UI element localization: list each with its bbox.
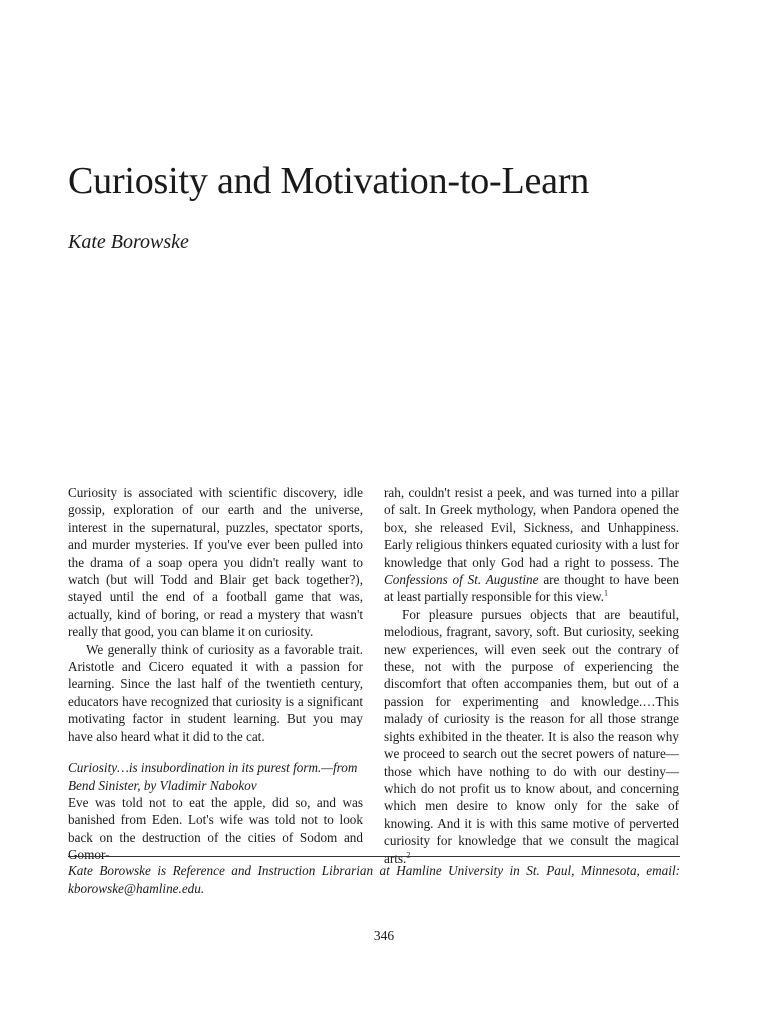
quote-text: For pleasure pursues objects that are beautiful, melodious, fragrant, savory, soft. But curiosity, seeking new experiences, will even seek out the contrary of these, not with the purpose of experiencing the discomfort that often accompanies them, but out of a passion for experimenting and knowledge.…This malady of curiosity is the reason for all those strange sights exhibited in the theater. It is also the reason why we proceed to search out the secret powers of nature—those which have nothing to do with our destiny—which do not profit us to know about, and concerning which men desire to know only for the sake of knowing. And it is with this same motive of perverted curiosity for knowledge that we consult the magical arts.	[384, 606, 679, 866]
block-quote	[384, 606, 679, 867]
article-title: Curiosity and Motivation-to-Learn	[68, 160, 590, 202]
body-paragraph	[384, 484, 679, 606]
footnote-divider	[68, 856, 680, 857]
right-column	[384, 484, 679, 867]
footnote-marker: 2	[406, 850, 411, 860]
page-number: 346	[373, 928, 395, 943]
author-footnote: Kate Borowske is Reference and Instruction Librarian at Hamline University in St. Paul, Minnesota, email: kborowske@hamline.edu.	[68, 863, 680, 896]
body-paragraph: Eve was told not to eat the apple, did so, and was banished from Eden. Lot's wife was told not to look back on the destruction of the cities of Sodom and Gomor-	[68, 794, 363, 863]
body-paragraph: Curiosity is associated with scientific discovery, idle gossip, exploration of our earth and the universe, interest in the supernatural, puzzles, spectator sports, and murder mysteries. If you've ever been pulled into the drama of a soap opera you didn't really want to watch (but will Todd and Blair get back together?), stayed until the end of a football game that was, actually, kind of boring, or read a mystery that wasn't really that good, you can blame it on curiosity.	[68, 485, 363, 640]
epigraph: Curiosity…is insubordination in its purest form.—from Bend Sinister, by Vladimir Nabokov	[68, 760, 358, 793]
footnote-marker: 1	[603, 589, 608, 599]
body-paragraph: We generally think of curiosity as a favorable trait. Aristotle and Cicero equated it with a passion for learning. Since the last half of the twentieth century, educators have recognized that curiosity is a significant motivating factor in student learning. But you may have also heard what it did to the cat.	[68, 641, 363, 744]
book-title: Confessions of St. Augustine	[384, 572, 539, 588]
body-text: are thought to have been at least partially responsible for this view.	[384, 572, 679, 605]
body-text: rah, couldn't resist a peek, and was turned into a pillar of salt. In Greek mythology, when Pandora opened the box, she released Evil, Sickness, and Unhappiness. Early religious thinkers equated curiosity with a lust for knowledge that only God had a right to possess. The	[384, 485, 679, 570]
left-column	[68, 484, 363, 864]
author-name: Kate Borowske	[68, 231, 189, 253]
